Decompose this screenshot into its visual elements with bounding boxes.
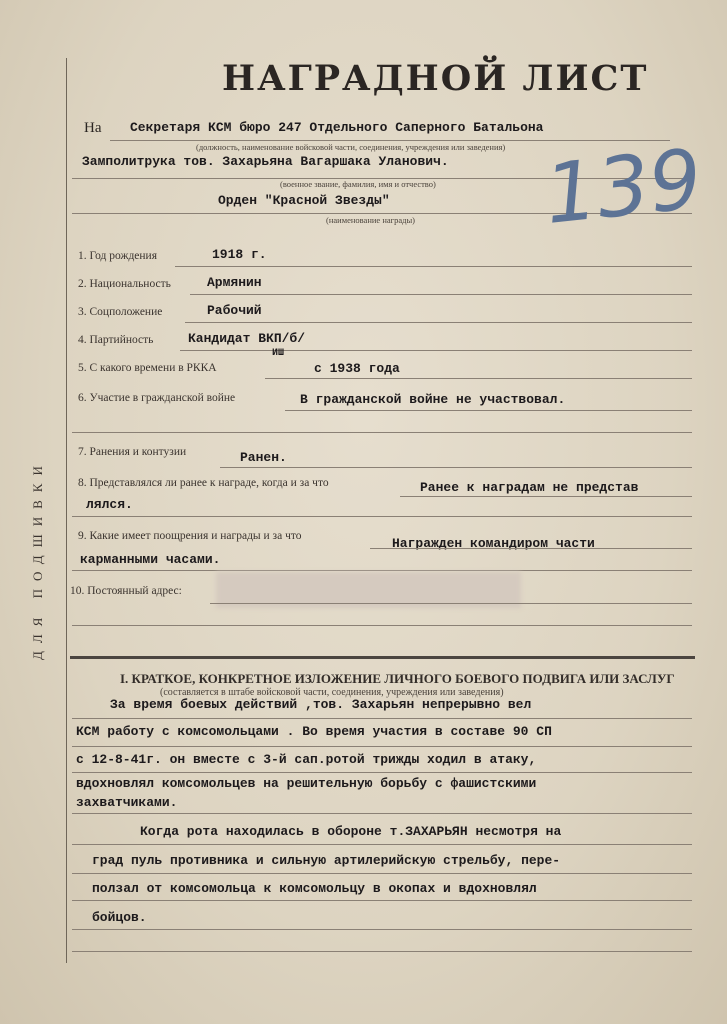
nominee-position: Секретаря КСМ бюро 247 Отдельного Саперного Батальона: [130, 120, 544, 135]
field-label-nationality: 2. Национальность: [78, 278, 171, 290]
field-value-wounds: Ранен.: [240, 450, 287, 465]
field-value-rkka-since: с 1938 года: [314, 361, 400, 376]
to-prefix: На: [84, 120, 102, 136]
field-label-party: 4. Партийность: [78, 334, 154, 346]
narrative-line: ползал от комсомольца к комсомольцу в окопах и вдохновлял: [92, 881, 537, 896]
handwritten-number: 139: [540, 132, 707, 243]
nominee-name: Замполитрука тов. Захарьяна Вагаршака Уланович.: [82, 154, 449, 169]
narrative-line: град пуль противника и сильную артилерийскую стрельбу, пере-: [92, 853, 561, 868]
field-label-civil-war: 6. Участие в гражданской войне: [78, 392, 236, 404]
nominee-name-note: (военное звание, фамилия, имя и отчество): [280, 179, 436, 189]
field-value-social-status: Рабочий: [207, 303, 262, 318]
narrative-line: с 12-8-41г. он вместе с 3-й сап.ротой трижды ходил в атаку,: [76, 752, 537, 767]
section-heading: I. КРАТКОЕ, КОНКРЕТНОЕ ИЗЛОЖЕНИЕ ЛИЧНОГО БОЕВОГО ПОДВИГА ИЛИ ЗАСЛУГ: [120, 671, 675, 686]
section-note: (составляется в штабе войсковой части, соединения, учреждения или заведения): [160, 687, 504, 698]
field-label-rkka-since: 5. С какого времени в РККА: [78, 362, 217, 374]
nominee-position-note: (должность, наименование войсковой части, соединения, учреждения или заведения): [196, 142, 506, 152]
field-extra-rkka-since: ИШ: [272, 348, 285, 359]
document-title: НАГРАДНОЙ ЛИСТ: [222, 58, 649, 99]
binding-margin-line: [66, 58, 67, 963]
field-value-party: Кандидат ВКП/б/: [188, 331, 306, 346]
field-value-previous-awards: Ранее к наградам не представ: [420, 480, 639, 495]
field-label-previous-awards: 8. Представлялся ли ранее к награде, когда и за что: [78, 477, 329, 489]
field-label-commendations: 9. Какие имеет поощрения и награды и за что: [78, 530, 302, 542]
narrative-line: вдохновлял комсомольцев на решительную борьбу с фашистскими: [76, 776, 537, 791]
field-value-previous-awards-cont: лялся.: [86, 497, 133, 512]
award-name-note: (наименование награды): [326, 215, 416, 225]
narrative-line: Когда рота находилась в обороне т.ЗАХАРЬЯН несмотря на: [140, 824, 562, 839]
field-label-birth-year: 1. Год рождения: [78, 250, 157, 262]
field-value-civil-war: В гражданской войне не участвовал.: [300, 392, 566, 407]
narrative-line: За время боевых действий ,тов. Захарьян непрерывно вел: [110, 697, 532, 712]
binding-margin-label: ДЛЯ ПОДШИВКИ: [30, 458, 45, 660]
narrative-line: захватчиками.: [76, 795, 178, 810]
field-value-commendations: Награжден командиром части: [392, 536, 595, 551]
narrative-line: бойцов.: [92, 910, 147, 925]
narrative-line: КСМ работу с комсомольцами . Во время участия в составе 90 СП: [76, 724, 552, 739]
section-divider: [70, 656, 695, 659]
field-label-address: 10. Постоянный адрес:: [70, 585, 182, 597]
field-value-commendations-cont: карманными часами.: [80, 552, 221, 567]
field-label-social-status: 3. Соцположение: [78, 306, 163, 318]
field-value-birth-year: 1918 г.: [212, 247, 267, 262]
field-label-wounds: 7. Ранения и контузии: [78, 446, 187, 458]
field-value-nationality: Армянин: [207, 275, 262, 290]
award-name: Орден "Красной Звезды": [218, 193, 390, 208]
